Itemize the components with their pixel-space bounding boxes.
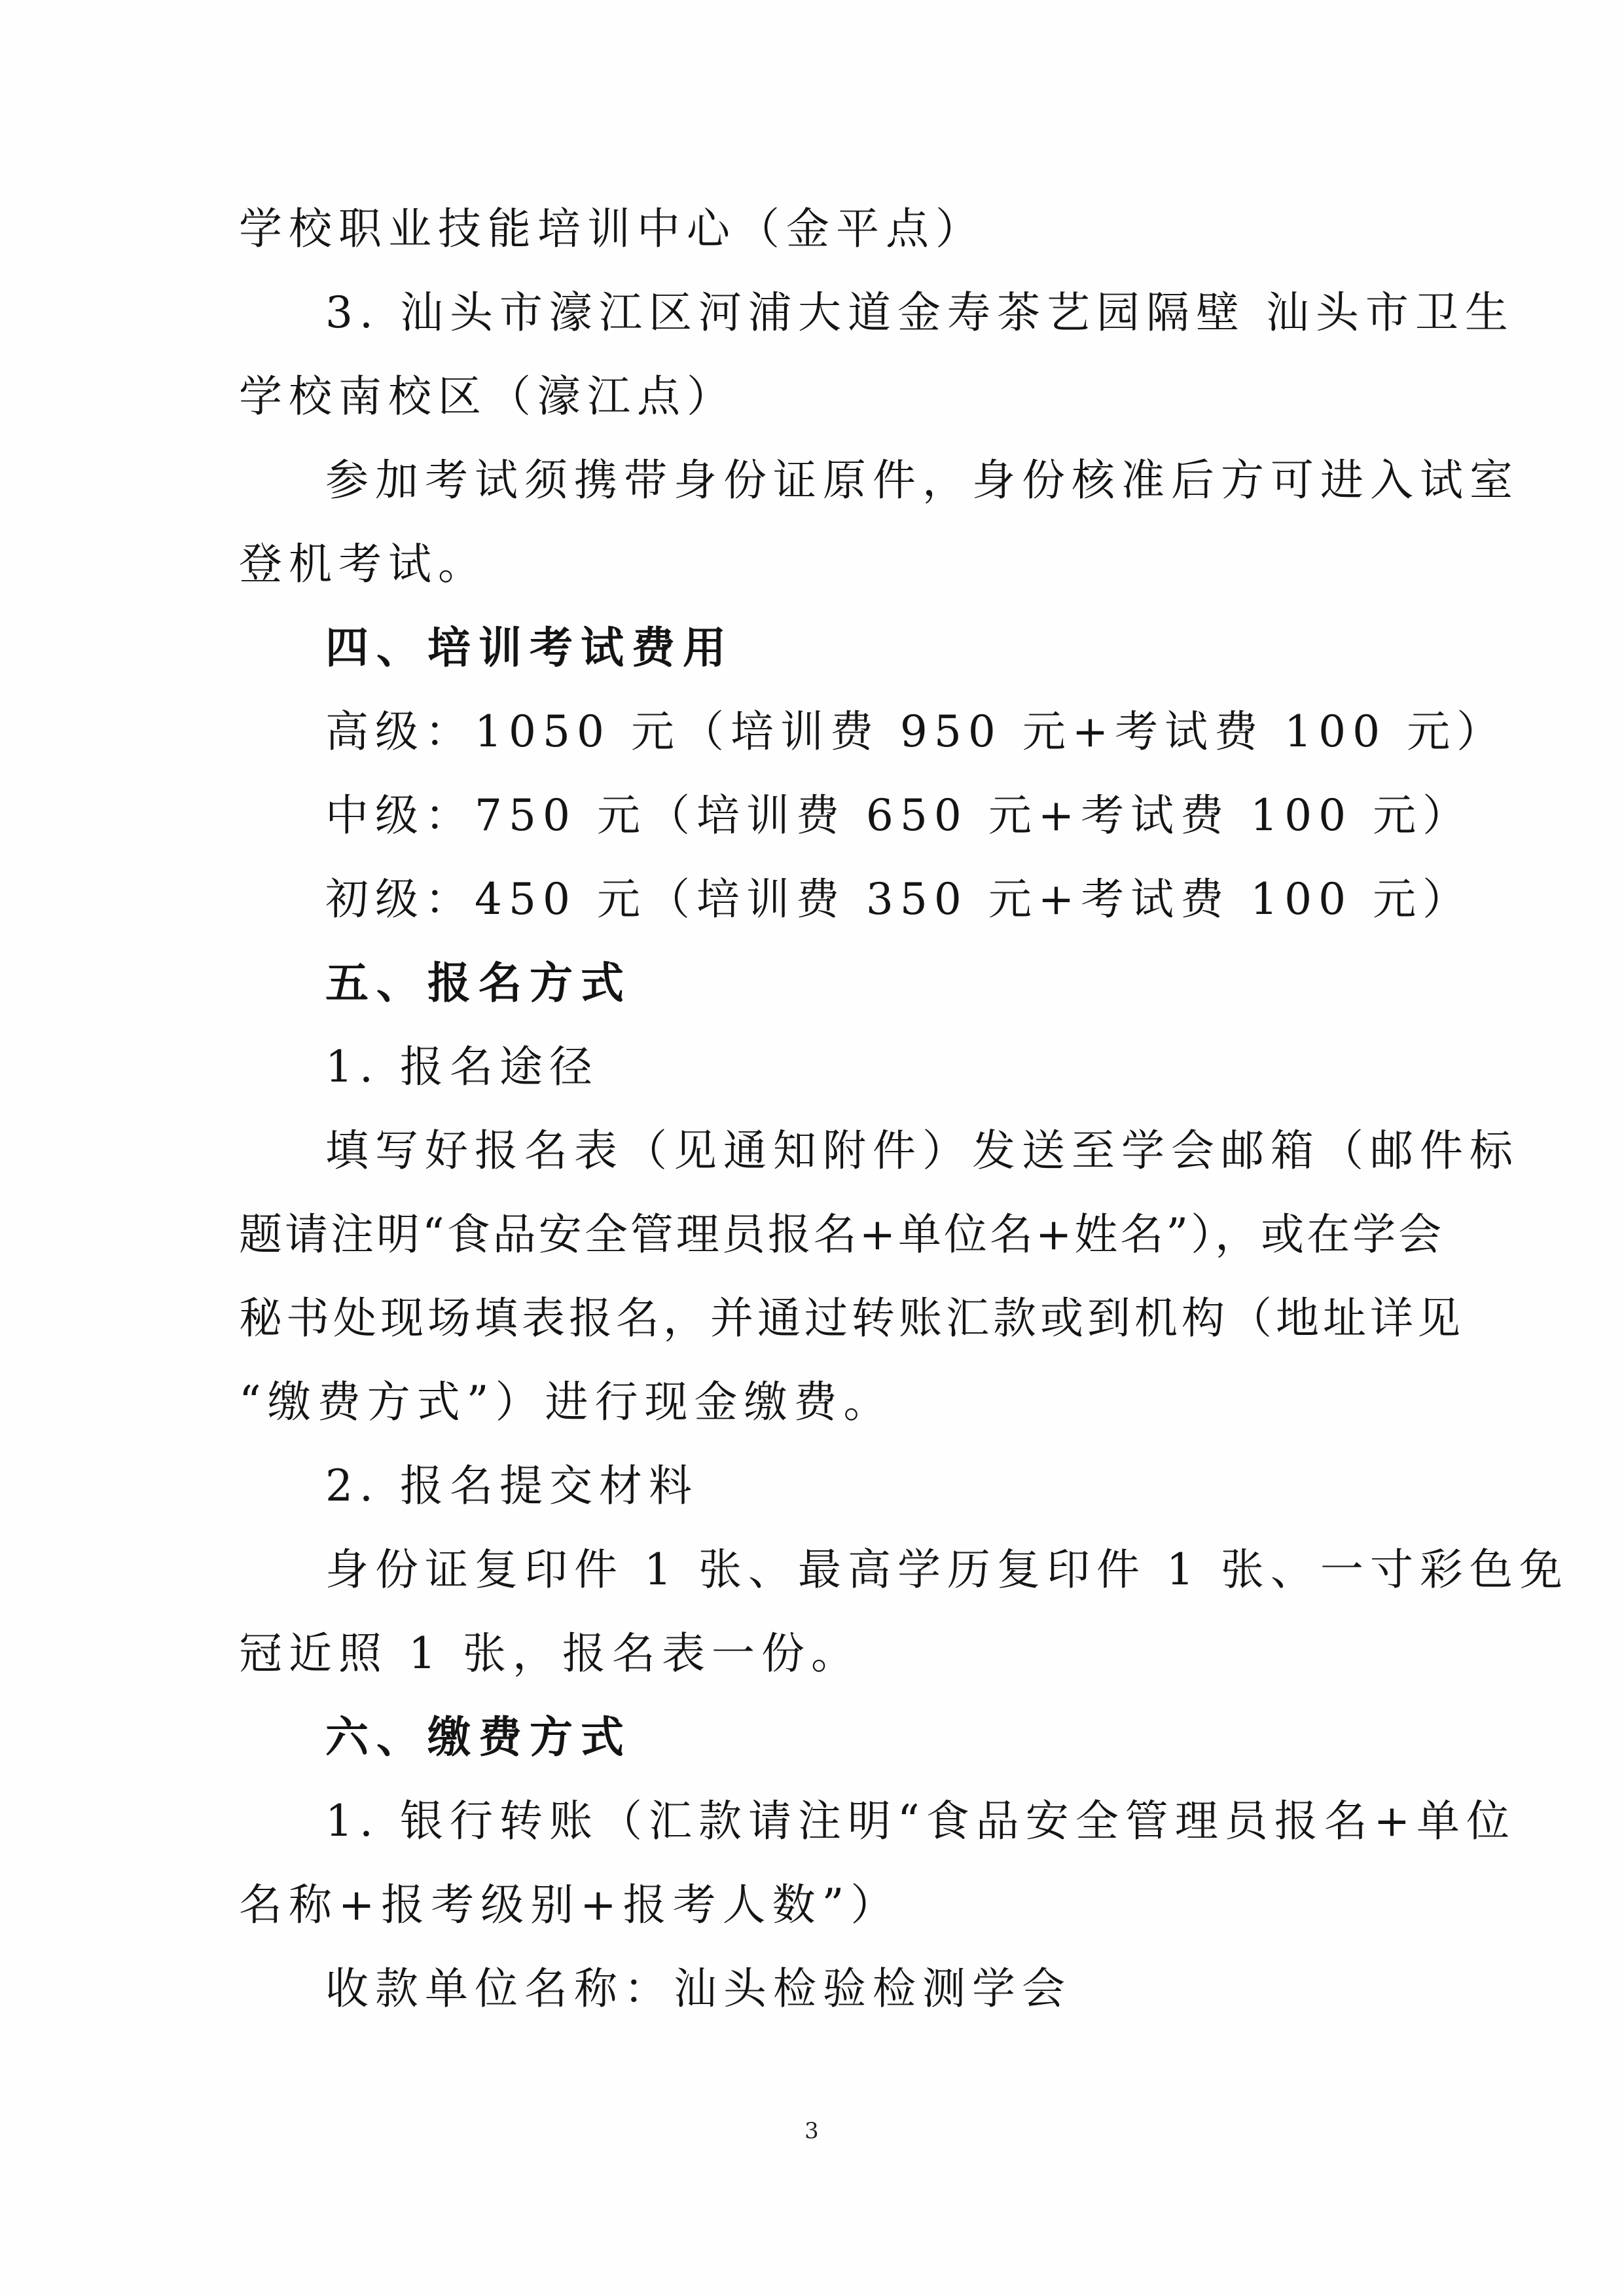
payee-name: 收款单位名称：汕头检验检测学会: [325, 1963, 1072, 2014]
fee-junior: 初级：450 元（培训费 350 元+考试费 100 元）: [325, 874, 1473, 924]
page-number: 3: [804, 2118, 819, 2144]
fee-senior: 高级：1050 元（培训费 950 元+考试费 100 元）: [325, 706, 1507, 757]
bank-transfer-line-1: 1. 银行转账（汇款请注明“食品安全管理员报名+单位: [325, 1796, 1516, 1846]
section-heading-fees: 四、培训考试费用: [325, 623, 734, 673]
exam-requirement-line-2: 登机考试。: [239, 539, 488, 589]
registration-text-line-3: 秘书处现场填表报名，并通过转账汇款或到机构（地址详见: [239, 1293, 1464, 1343]
registration-text-line-2: 题请注明“食品安全管理员报名+单位名+姓名”），或在学会: [239, 1209, 1445, 1260]
bank-transfer-line-2: 名称+报考级别+报考人数”）: [239, 1880, 901, 1930]
location-line-haojiang: 学校南校区（濠江点）: [239, 371, 736, 422]
materials-text-line-2: 冠近照 1 张，报名表一份。: [239, 1628, 861, 1679]
section-heading-payment: 六、缴费方式: [325, 1712, 632, 1762]
registration-text-line-1: 填写好报名表（见通知附件）发送至学会邮箱（邮件标: [325, 1125, 1519, 1176]
subheading-registration-channel: 1. 报名途径: [325, 1042, 599, 1092]
section-heading-registration: 五、报名方式: [325, 958, 632, 1008]
materials-text-line-1: 身份证复印件 1 张、最高学历复印件 1 张、一寸彩色免: [325, 1544, 1569, 1595]
location-line-jinping: 学校职业技能培训中心（金平点）: [239, 204, 985, 254]
fee-intermediate: 中级：750 元（培训费 650 元+考试费 100 元）: [325, 790, 1473, 841]
location-item-3: 3. 汕头市濠江区河浦大道金寿茶艺园隔壁 汕头市卫生: [325, 287, 1515, 338]
subheading-registration-materials: 2. 报名提交材料: [325, 1461, 698, 1511]
exam-requirement-line-1: 参加考试须携带身份证原件，身份核准后方可进入试室: [325, 455, 1519, 505]
registration-text-line-4: “缴费方式”）进行现金缴费。: [239, 1377, 893, 1427]
